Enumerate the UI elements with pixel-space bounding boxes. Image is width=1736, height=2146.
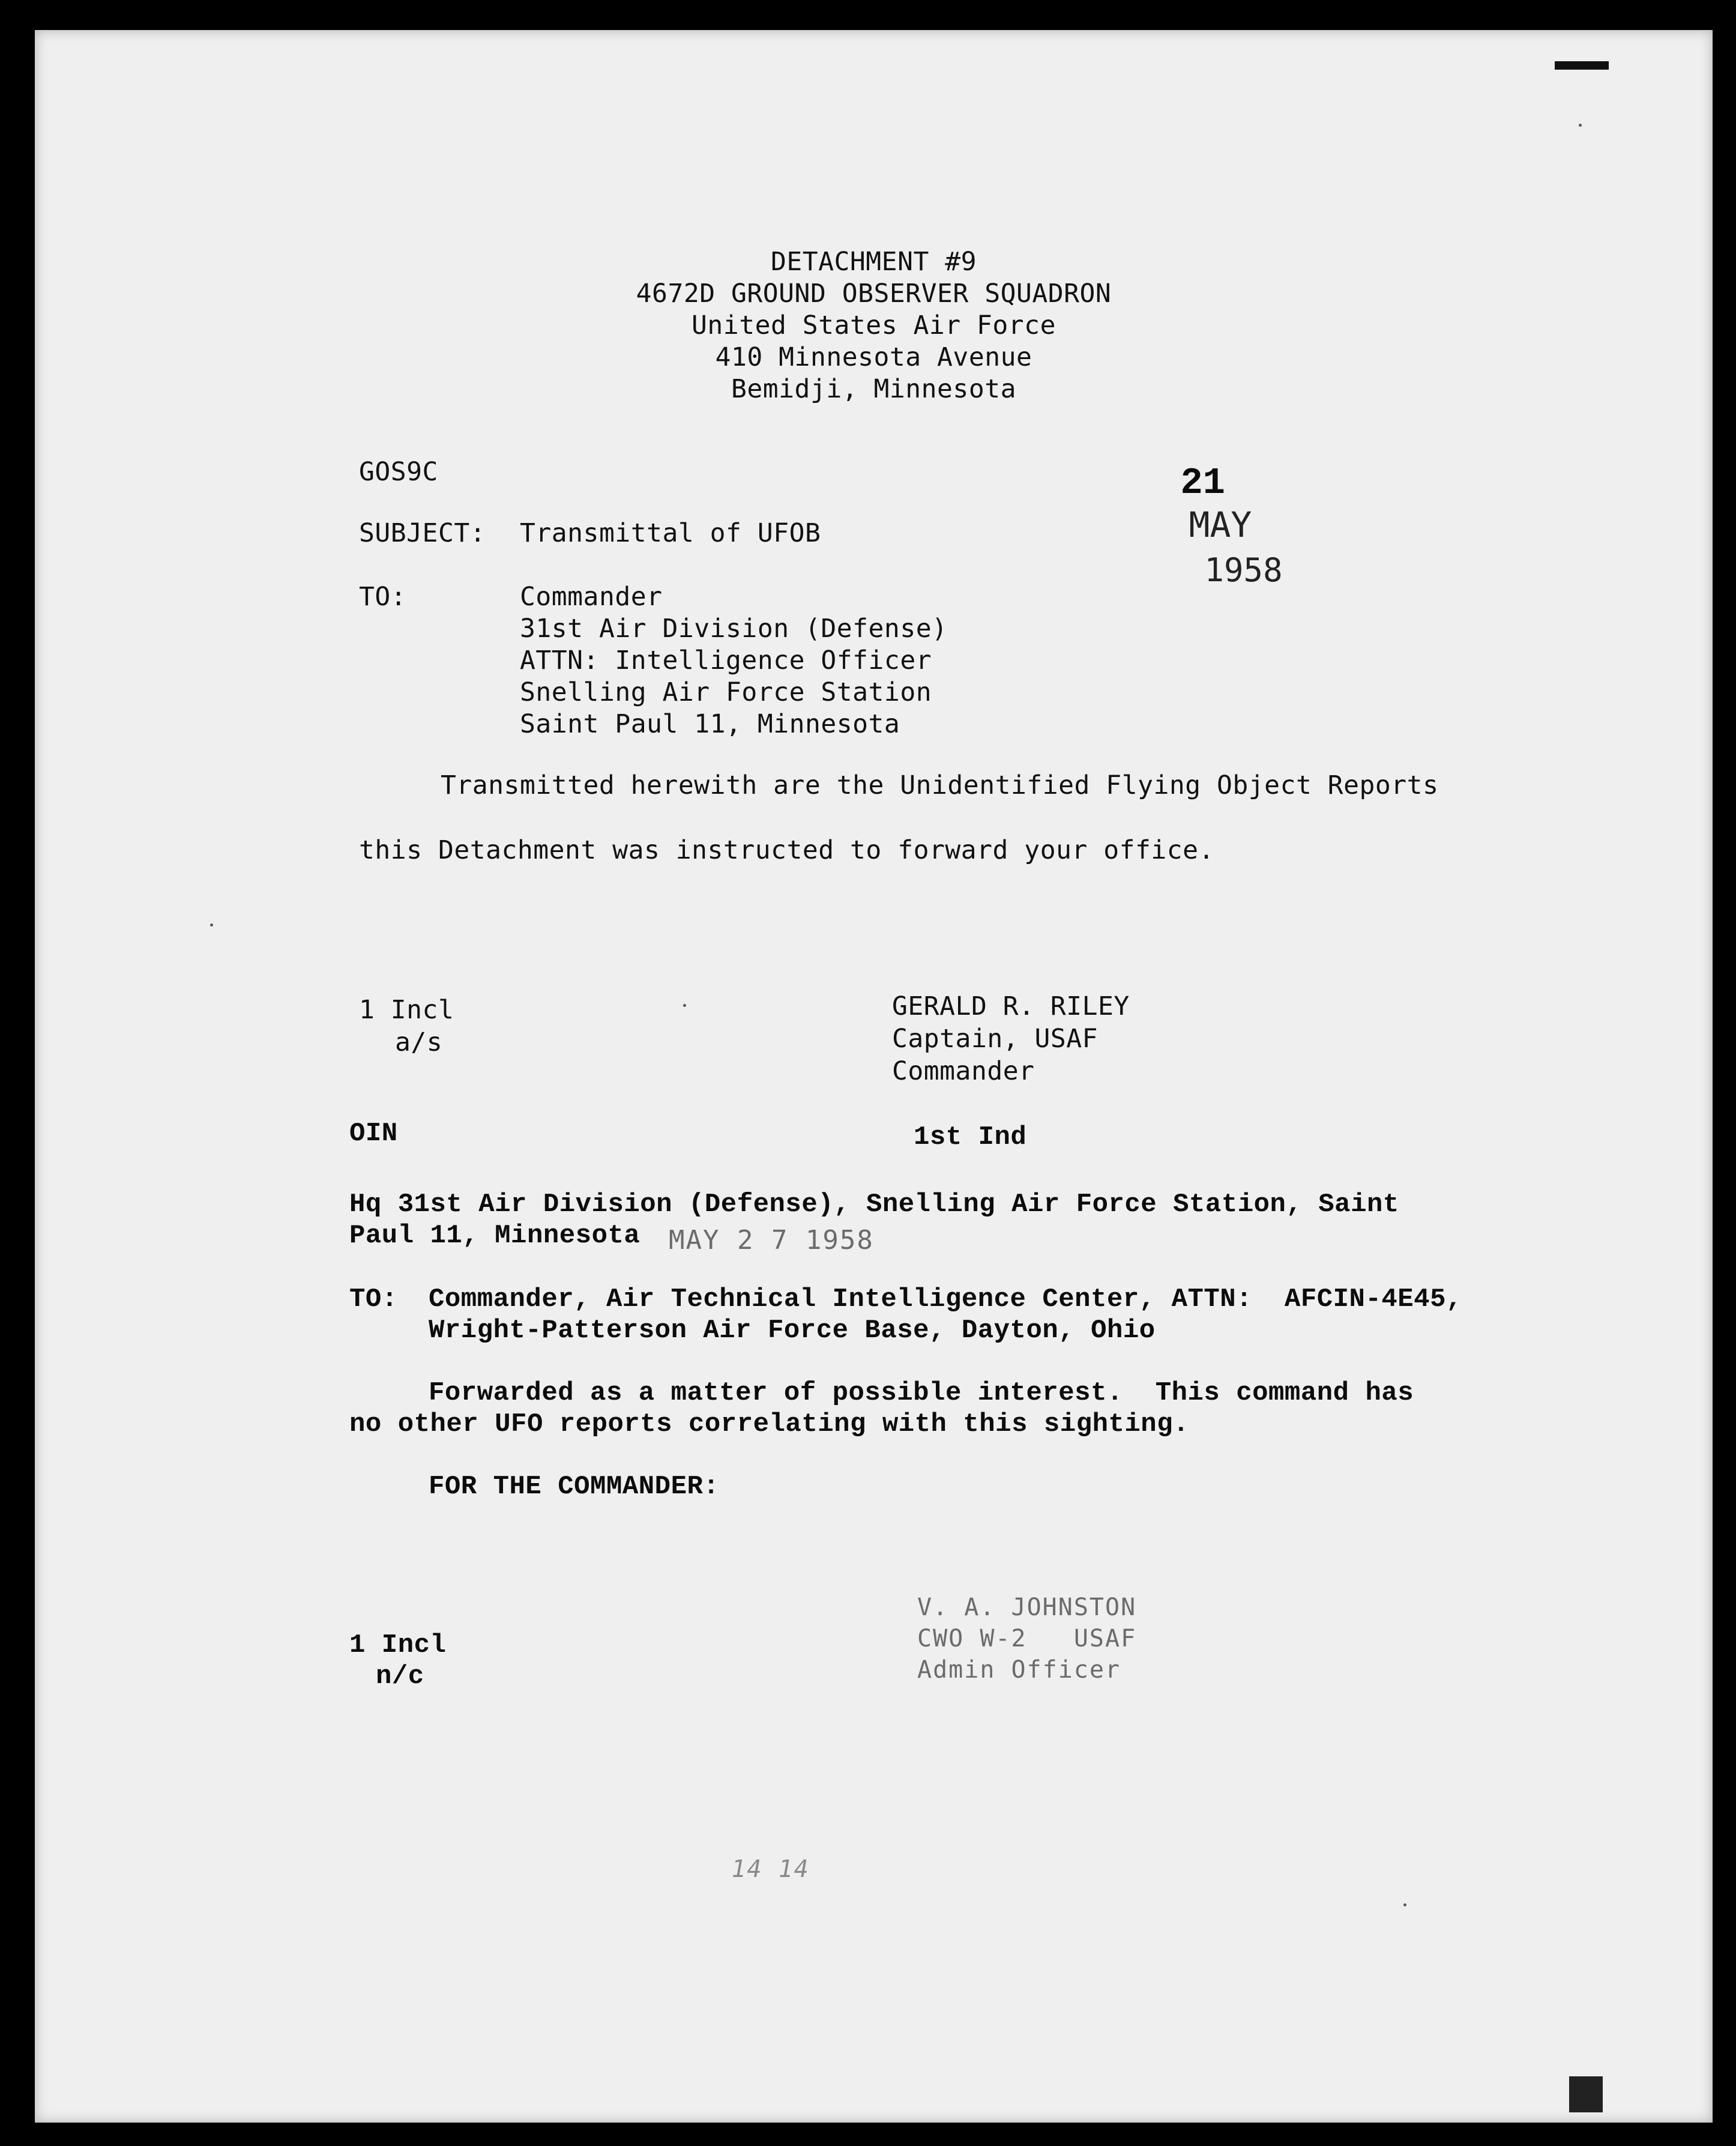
letterhead-line-3: United States Air Force xyxy=(692,310,1056,340)
body-line-1: Transmitted herewith are the Unidentified Flying Object Reports xyxy=(441,770,1439,800)
date-stamp-month: MAY xyxy=(1189,504,1252,545)
speck xyxy=(1403,1903,1406,1906)
corner-mark-bottom-right xyxy=(1569,2076,1603,2112)
date-stamp-year: 1958 xyxy=(1204,551,1283,589)
subject-text: Transmittal of UFOB xyxy=(520,518,821,548)
enclosure-1-note: a/s xyxy=(395,1027,443,1057)
document-page xyxy=(35,30,1713,2123)
endorsement-to-line-1: Commander, Air Technical Intelligence Center, ATTN: AFCIN-4E45, xyxy=(429,1284,1462,1314)
reference-code: GOS9C xyxy=(359,457,438,487)
to-line-5: Saint Paul 11, Minnesota xyxy=(520,709,900,739)
letterhead-line-4: 410 Minnesota Avenue xyxy=(715,342,1032,372)
date-stamp-day: 21 xyxy=(1180,462,1225,504)
letterhead-line-5: Bemidji, Minnesota xyxy=(731,374,1016,404)
subject-label: SUBJECT: xyxy=(359,518,486,548)
date-stamp xyxy=(1157,450,1283,594)
to-line-3: ATTN: Intelligence Officer xyxy=(520,645,932,676)
to-line-4: Snelling Air Force Station xyxy=(520,677,932,707)
corner-mark-top-right xyxy=(1555,61,1609,70)
signature-2-title: Admin Officer xyxy=(917,1656,1121,1684)
speck xyxy=(210,923,213,926)
enclosure-2-count: 1 Incl xyxy=(349,1630,447,1660)
endorsement-label: 1st Ind xyxy=(914,1122,1027,1152)
enclosure-2-note: n/c xyxy=(376,1661,424,1691)
enclosure-1-count: 1 Incl xyxy=(359,995,454,1025)
to-line-2: 31st Air Division (Defense) xyxy=(520,614,948,644)
endorsement-from-line-1: Hq 31st Air Division (Defense), Snelling Air Force Station, Saint xyxy=(349,1189,1399,1220)
speck xyxy=(683,1004,686,1007)
endorsement-body-line-2: no other UFO reports correlating with this sighting. xyxy=(349,1409,1190,1439)
letterhead-line-1: DETACHMENT #9 xyxy=(770,247,977,277)
bottom-pencil-mark: 14 14 xyxy=(728,1855,812,1883)
to-label: TO: xyxy=(359,582,407,612)
signature-1-title: Commander xyxy=(892,1056,1035,1086)
signature-2-rank: CWO W-2 USAF xyxy=(917,1625,1137,1652)
endorsement-from-line-2: Paul 11, Minnesota xyxy=(349,1221,640,1251)
speck xyxy=(1579,124,1582,127)
body-line-2: this Detachment was instructed to forward your office. xyxy=(359,835,1214,865)
signature-2-name: V. A. JOHNSTON xyxy=(917,1594,1137,1621)
endorsement-to-line-2: Wright-Patterson Air Force Base, Dayton, Ohio xyxy=(429,1316,1156,1346)
endorsement-code: OIN xyxy=(349,1119,398,1149)
endorsement-to-label: TO: xyxy=(349,1284,398,1314)
endorsement-body-line-1: Forwarded as a matter of possible interest. This command has xyxy=(429,1378,1414,1408)
signature-1-rank: Captain, USAF xyxy=(892,1024,1099,1054)
to-line-1: Commander xyxy=(520,582,663,612)
endorsement-closing: FOR THE COMMANDER: xyxy=(429,1472,720,1502)
letterhead-line-2: 4672D GROUND OBSERVER SQUADRON xyxy=(636,279,1112,309)
signature-1-name: GERALD R. RILEY xyxy=(892,991,1130,1021)
endorsement-date-stamp: MAY 2 7 1958 xyxy=(669,1225,874,1256)
